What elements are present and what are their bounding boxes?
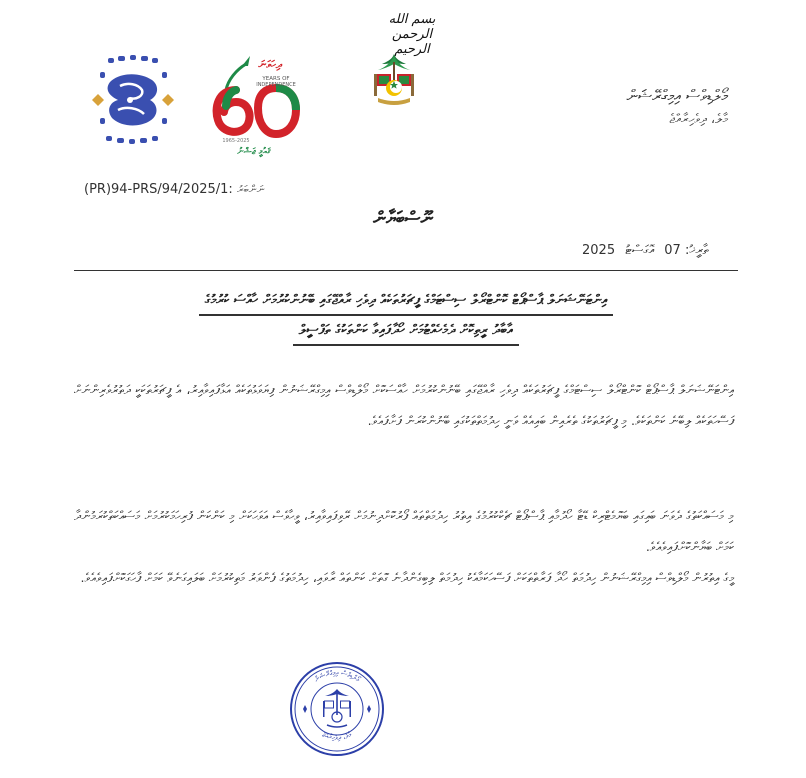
document-title: ނޫސްބަޔާން — [373, 208, 433, 229]
subject-line-1: އިންޓަނޭޝަނަލް ޕާސްޕޯޓް ކޮންޓްރޯލް ސިސްޓަމްގެ ފީޗަރުތަކެއް ދިވެހި ރާއްޖޭގައި ބޭނުންކުރުމަށް ހާއްސަ ކުރުމުގެ — [199, 286, 614, 316]
date-line — [582, 243, 708, 258]
bismillah-calligraphy: بسم الله الرحمن الرحيم — [388, 12, 436, 57]
subject-line-2: އާބާދު ރީތިކޮށް ދެމެހެއްޓުމަށް ހޯދާފައިވާ ކަންތަކުގެ ތަފްސީލް — [293, 316, 519, 346]
header-divider — [74, 270, 738, 271]
calligraphy-logo — [86, 52, 180, 148]
reference-number — [84, 182, 264, 197]
date-month: އޮގަސްޓު — [625, 243, 655, 258]
logo-60-bottom-text: ޤައުމީ ޖަޝްނު — [237, 147, 271, 157]
official-seal — [289, 661, 385, 757]
logo-60-span: 1965-2025 — [222, 138, 250, 144]
seal-bottom-text: މާލެ، ދިވެހިރާއްޖެ — [320, 730, 354, 742]
logo-60-independence: INDEPENDENCE — [256, 82, 296, 88]
svg-text:މާލެ، ދިވެހިރާއްޖެ — [321, 730, 353, 742]
sender-organization: މޯލްޑިވްސް އިމިގްރޭޝަން — [626, 86, 728, 105]
date-year: 2025 — [582, 243, 616, 258]
body-paragraph-2: މި މަސައްކަތުގެ ދެވަނަ ބައިގައި ބަޔޮމެޓްރިކް ޑޭޓާ ހޯދުމާއި ޕާސްޕޯޓް ޗެކްކުރުމުގެ އިތުރު ހިދުމަތްތައް ފޯރުކޮށްދިނުމަށް ރޭވިފައިވާއިރު، ވީހާވެސް އަވަހަކަށް މި ކަންކަން ފުރިހަމަކުރުމަށް މަސައްކަތްކުރަމުންދާ ކަމަށް ބަޔާންކޮށްފައިވެއެވެ. — [74, 508, 734, 554]
date-day: 07 — [664, 243, 681, 258]
logo-60-top-text: ދިހަވަނަ — [258, 58, 282, 71]
seal-top-text: މޯލްޑިވްސް އިމިގްރޭޝަން — [312, 669, 362, 684]
subject-heading — [74, 286, 738, 346]
state-emblem — [366, 50, 422, 108]
body-paragraph-1: އިންޓަނޭޝަނަލް ޕާސްޕޯޓް ކޮންޓްރޯލް ސިސްޓަމްގެ ފީޗަރުތަކެއް ދިވެހި ރާއްޖޭގައި ބޭނުންކުރުމަށް ހާއްސަކޮށް މޯލްޑިވްސް އިމިގްރޭޝަނުން ފިޔަވަޅުތަކެއް އަޅާފައިވާއިރު، އެ ފީޗަރުތަކަކީ ދަތުރުވެރިންނަށް ފަސޭހަތަކެއް ލިބޭނެ ކަންތަކެވެ. މި ފީޗަރުތަކުގެ ތެރެއިން ބައިއެއް ވަނީ ހިދުމަތްތަކުގައި ބޭނުންކުރަން ފަށާފައެވެ. — [74, 382, 734, 428]
reference-label: ނަންބަރު — [236, 183, 265, 196]
date-label: ތާރީޚު: — [684, 243, 709, 258]
body-paragraph-3: މީގެ އިތުރުން މޯލްޑިވްސް އިމިގްރޭޝަނުން ހިދުމަތް ހޯދާ ފަރާތްތަކަށް ފަސޭހަކަމާއެކު ހިދުމަތް ލިބިގެންދާނެ ގޮތަށް ކަންތައް ރާވައި، ހިދުމަތުގެ ފެންވަރު މަތިކުރުމަށް ބަލައިގަނެވޭ ކަމަށް ފާހަގަކޮށްފައިވެއެވެ. — [80, 570, 734, 585]
sender-city: މާލެ، ދިވެހިރާއްޖެ — [669, 112, 728, 127]
independence-60-logo — [196, 50, 312, 158]
reference-value: (PR)94-PRS/94/2025/1: — [84, 182, 233, 197]
logo-60-years-of: YEARS OF — [262, 76, 290, 82]
